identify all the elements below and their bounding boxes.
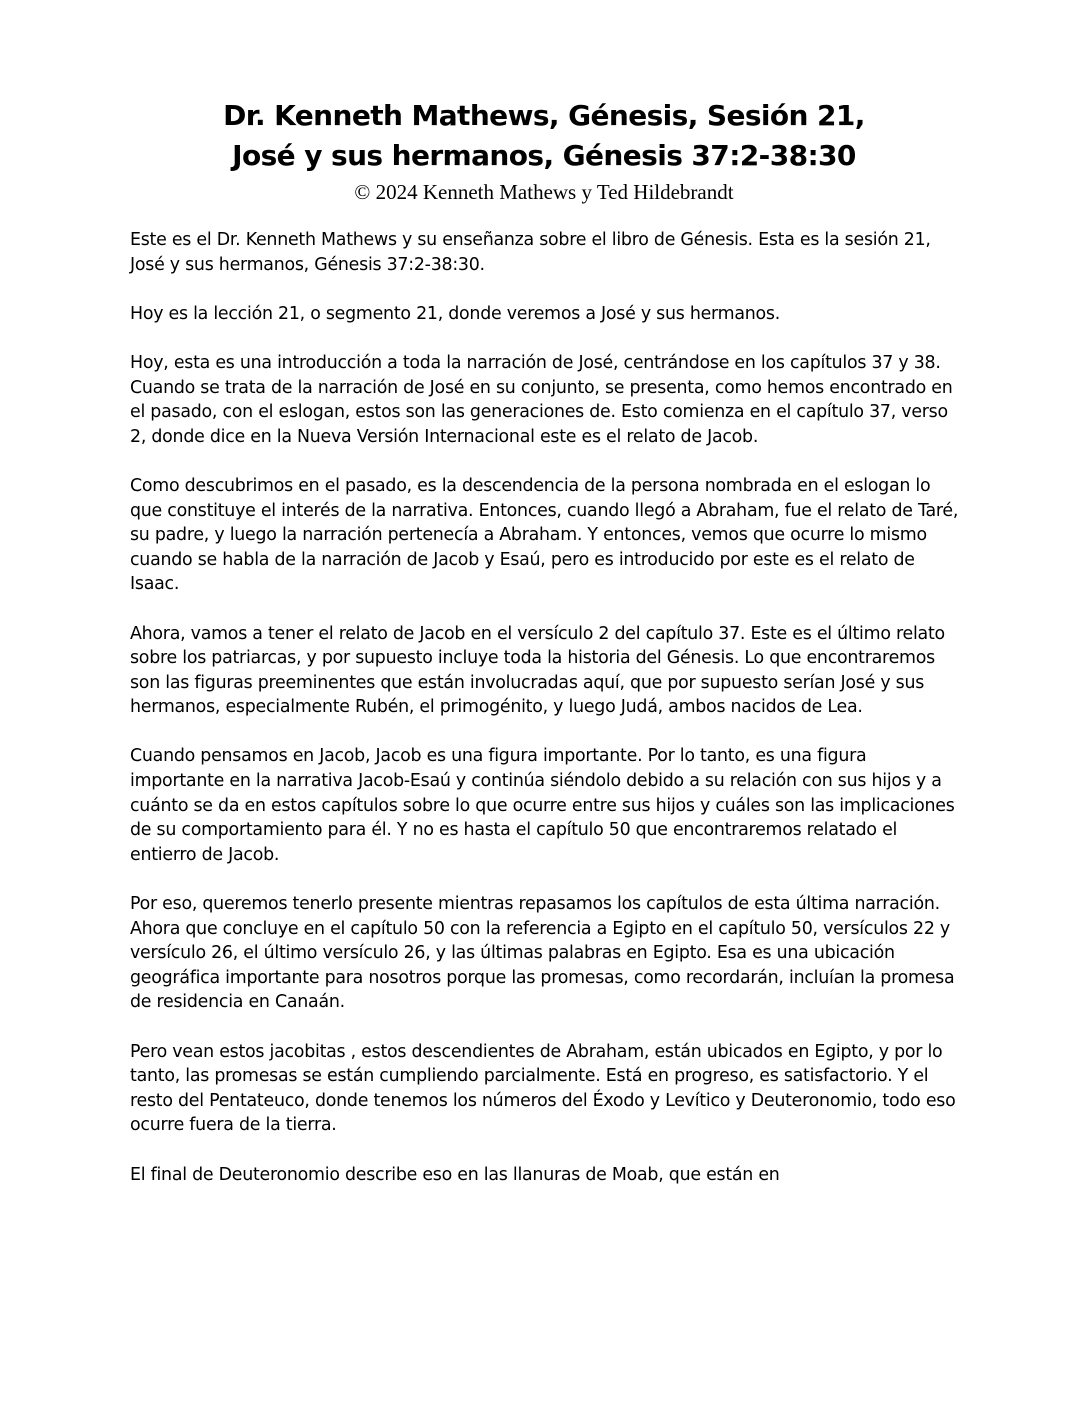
paragraph-6: Cuando pensamos en Jacob, Jacob es una figura importante. Por lo tanto, es una figura importante en la narrativa Jacob-Esaú y continúa siéndolo debido a su relación con sus hijos y a cuánto se da en estos capítulos sobre lo que ocurre entre sus hijos y cuáles son las implicaciones de su comportamiento para él. Y no es hasta el capítulo 50 que encontraremos relatado el entierro de Jacob. <box>130 746 955 865</box>
paragraph-2: Hoy es la lección 21, o segmento 21, donde veremos a José y sus hermanos. <box>130 303 780 324</box>
document-body <box>130 228 960 1212</box>
paragraph-1: Este es el Dr. Kenneth Mathews y su enseñanza sobre el libro de Génesis. Esta es la sesión 21, José y sus hermanos, Génesis 37:2-38:30. <box>130 230 931 275</box>
paragraph-8: Pero vean estos jacobitas , estos descendientes de Abraham, están ubicados en Egipto, y por lo tanto, las promesas se están cumpliendo parcialmente. Está en progreso, es satisfactorio. Y el resto del Pentateuco, donde tenemos los números del Éxodo y Levítico y Deuteronomio, todo eso ocurre fuera de la tierra. <box>130 1041 956 1136</box>
copyright-notice: © 2024 Kenneth Mathews y Ted Hildebrandt <box>354 180 734 204</box>
paragraph-4: Como descubrimos en el pasado, es la descendencia de la persona nombrada en el eslogan lo que constituye el interés de la narrativa. Entonces, cuando llegó a Abraham, fue el relato de Taré, su padre, y luego la narración pertenecía a Abraham. Y entonces, vemos que ocurre lo mismo cuando se habla de la narración de Jacob y Esaú, pero es introducido por este es el relato de Isaac. <box>130 475 959 595</box>
paragraph-7: Por eso, queremos tenerlo presente mientras repasamos los capítulos de esta última narración. Ahora que concluye en el capítulo 50 con la referencia a Egipto en el capítulo 50, versículos 22 y versículo 26, el último versículo 26, y las últimas palabras en Egipto. Esa es una ubicación geográfica importante para nosotros porque las promesas, como recordarán, incluían la promesa de residencia en Canaán. <box>130 894 955 1013</box>
paragraph-5: Ahora, vamos a tener el relato de Jacob en el versículo 2 del capítulo 37. Este es el último relato sobre los patriarcas, y por supuesto incluye toda la historia del Génesis. Lo que encontraremos son las figuras preeminentes que están involucradas aquí, que por supuesto serían José y sus hermanos, especialmente Rubén, el primogénito, y luego Judá, ambos nacidos de Lea. <box>130 623 945 718</box>
document-title-line-2: José y sus hermanos, Génesis 37:2-38:30 <box>232 139 856 172</box>
title-block <box>0 96 1088 206</box>
document-title-line-1: Dr. Kenneth Mathews, Génesis, Sesión 21, <box>223 99 865 132</box>
paragraph-9: El final de Deuteronomio describe eso en las llanuras de Moab, que están en <box>130 1164 780 1185</box>
paragraph-3: Hoy, esta es una introducción a toda la narración de José, centrándose en los capítulos 37 y 38. Cuando se trata de la narración de José en su conjunto, se presenta, como hemos encontrado en el pasado, con el eslogan, estos son las generaciones de. Esto comienza en el capítulo 37, verso 2, donde dice en la Nueva Versión Internacional este es el relato de Jacob. <box>130 352 953 447</box>
